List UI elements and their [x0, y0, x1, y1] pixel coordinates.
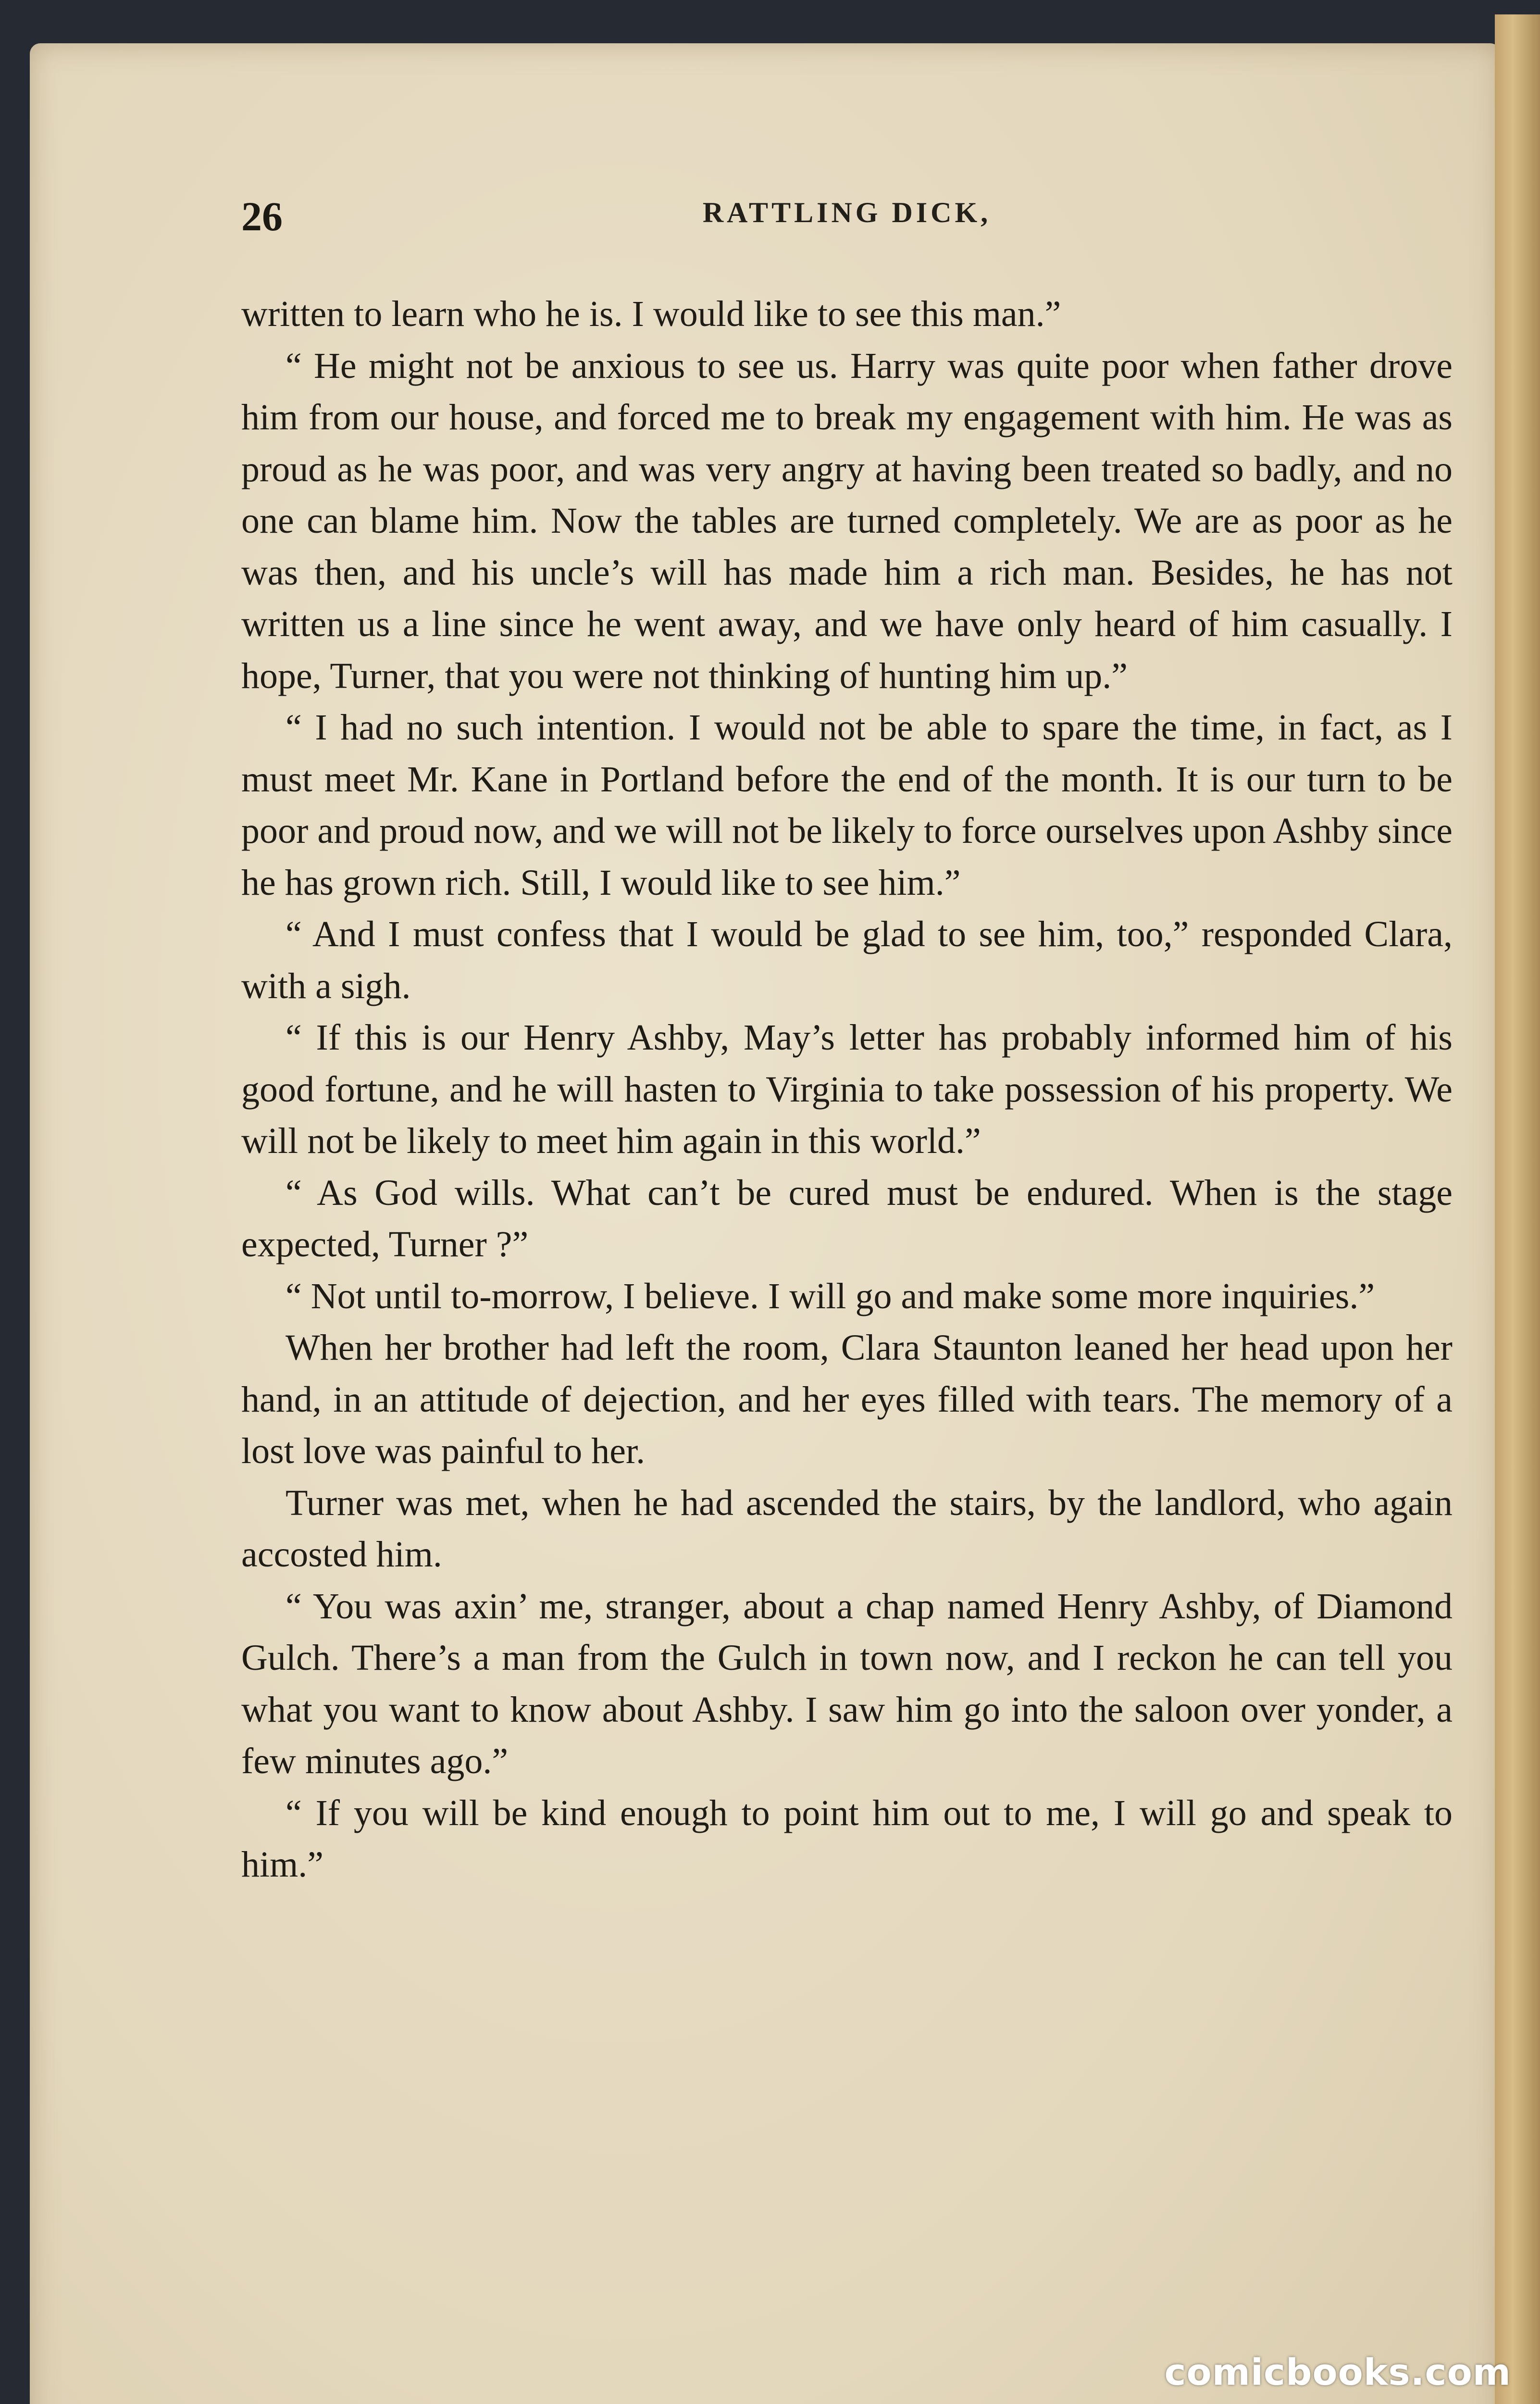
paragraph: When her brother had left the room, Clara Staunton leaned her head upon her hand, in an attitude of dejection, and her eyes filled with tears. The memory of a lost love was painful to her.: [241, 1327, 1453, 1471]
paragraph: Turner was met, when he had ascended the stairs, by the landlord, who again accosted him.: [241, 1482, 1453, 1575]
paragraph: “ And I must confess that I would be glad to see him, too,” responded Clara, with a sigh.: [241, 914, 1453, 1006]
paragraph: written to learn who he is. I would like to see this man.”: [241, 294, 1061, 334]
paragraph: “ He might not be anxious to see us. Harry was quite poor when father drove him from our house, and forced me to break my engagement with him. He was as proud as he was poor, and was very angry at having been treated so badly, and no one can blame him. Now the tables are turned completely. We are as poor as he was then, and his uncle’s will has made him a rich man. Besides, he has not written us a line since he went away, and we have only heard of him casually. I hope, Turner, that you were not thinking of hunting him up.”: [241, 345, 1453, 696]
body-text: [241, 288, 1453, 1891]
paragraph: “ As God wills. What can’t be cured must be endured. When is the stage expected, Turner ?”: [241, 1172, 1453, 1265]
paragraph: “ If this is our Henry Ashby, May’s letter has probably informed him of his good fortune, and he will hasten to Virginia to take possession of his property. We will not be likely to meet him again in this world.”: [241, 1017, 1453, 1161]
running-title: RATTLING DICK,: [702, 197, 992, 228]
paragraph: “ I had no such intention. I would not be able to spare the time, in fact, as I must meet Mr. Kane in Portland before the end of the month. It is our turn to be poor and proud now, and we will not be likely to force ourselves upon Ashby since he has grown rich. Still, I would like to see him.”: [241, 707, 1453, 903]
site-watermark: comicbooks.com: [1164, 2351, 1511, 2393]
paragraph: “ You was axin’ me, stranger, about a chap named Henry Ashby, of Diamond Gulch. There’s a man from the Gulch in town now, and I reckon he can tell you what you want to know about Ashby. I saw him go into the saloon over yonder, a few minutes ago.”: [241, 1586, 1453, 1781]
paragraph: “ If you will be kind enough to point him out to me, I will go and speak to him.”: [241, 1792, 1453, 1885]
page-number: 26: [241, 193, 283, 239]
page-gutter: [1495, 14, 1540, 2404]
page-header: [241, 192, 1453, 240]
paragraph: “ Not until to-morrow, I believe. I will go and make some more inquiries.”: [286, 1276, 1375, 1316]
